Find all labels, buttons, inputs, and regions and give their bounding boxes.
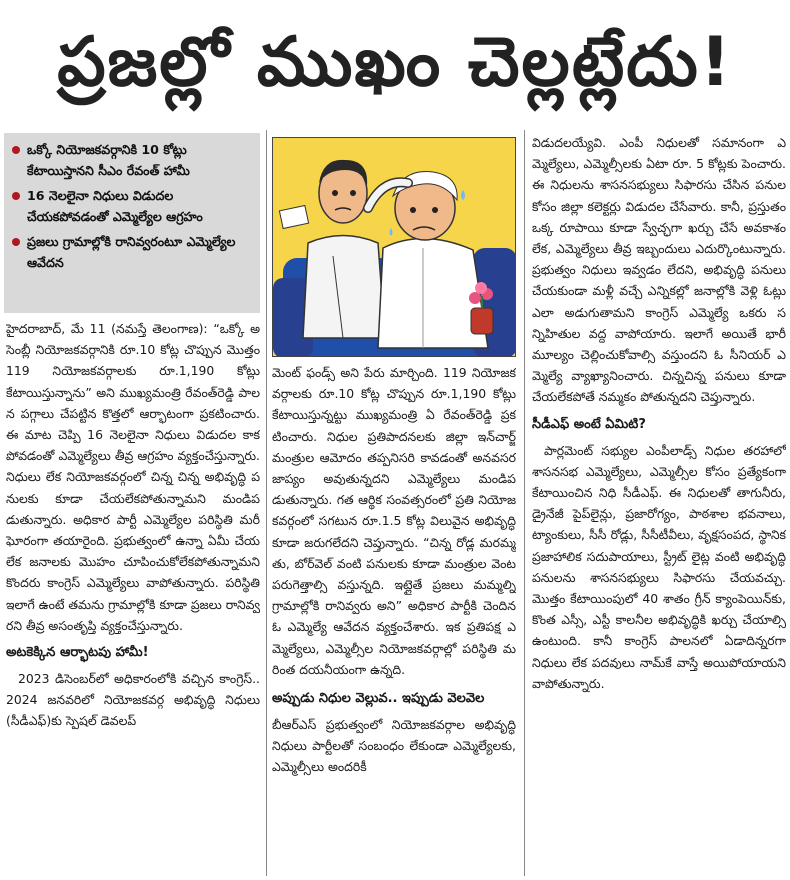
article-column-1 bbox=[6, 318, 260, 876]
article-column-3 bbox=[532, 132, 786, 876]
cartoon-illustration bbox=[272, 137, 516, 357]
section-subheading: అప్పుడు నిధుల వెల్లువ.. ఇప్పుడు వెలవెల bbox=[272, 691, 485, 707]
highlight-text: 16 నెలలైనా నిధులు విడుదల చేయకపోవడంతో ఎమ్మెల్యేల ఆగ్రహం bbox=[27, 188, 203, 224]
article-paragraph: బీఆర్‌ఎస్ ప్రభుత్వంలో నియోజకవర్గాల అభివృద్ధి నిధులు పార్టీలతో సంబంధం లేకుండా ఎమ్మెల్యేలకు, ఎమ్మెల్సీలు అందరికీ bbox=[272, 717, 516, 775]
highlight-text: ఒక్కో నియోజకవర్గానికి 10 కోట్లు కేటాయిస్తానని సీఎం రేవంత్ హామీ bbox=[27, 142, 190, 178]
highlight-item bbox=[10, 231, 254, 273]
column-divider bbox=[266, 130, 267, 876]
page-title: ప్రజల్లో ముఖం చెల్లట్లేదు! bbox=[57, 23, 733, 102]
cartoon-politicians-image bbox=[273, 138, 516, 357]
section-subheading: అటకెక్కిన ఆర్భాటపు హామీ! bbox=[6, 645, 149, 661]
highlight-text: ప్రజలు గ్రామాల్లోకి రానివ్వరంటూ ఎమ్మెల్యేల ఆవేదన bbox=[27, 234, 236, 270]
highlights-box bbox=[4, 133, 260, 313]
article-paragraph: విడుదలయ్యేవి. ఎంపీ నిధులతో సమానంగా ఎమ్మెల్యేలు, ఎమ్మెల్సీలకు ఏటా రూ. 5 కోట్లకు పెంచారు. ఈ నిధులను శాసనసభ్యులు సిఫారసు చేసిన పనుల కోసం జిల్లా కలెక్టర్లు విడుదల చేసేవారు. కానీ, ప్రస్తుతం ఒక్క రూపాయి కూడా స్వేచ్ఛగా ఖర్చు చేసే అవకాశం లేక, ఎమ్మెల్యేలు తీవ్ర ఇబ్బందులు ఎదుర్కొంటున్నారు. ప్రభుత్వం నిధులు ఇవ్వడం లేదని, అభివృద్ధి పనులు చేయకుండా మళ్లీ వచ్చే ఎన్నికల్లో జనాల్లోకి వెళ్లి ఓట్లు ఎలా అడుగుతామని కాంగ్రెస్ ఎమ్మెల్యే ఒకరు సన్నిహితుల వద్ద వాపోయారు. ఇలాగే అయితే భారీ మూల్యం చెల్లించుకోవాల్సి వస్తుందని ఓ సీనియర్ ఎమ్మెల్యే వ్యాఖ్యానించారు. చిన్నచిన్న పనులు కూడా చేయలేకపోతే నమ్మకం పోతున్నదని చెప్తున్నారు. bbox=[532, 135, 786, 405]
article-paragraph: మెంట్ ఫండ్స్ అని పేరు మార్చింది. 119 నియోజకవర్గాలకు రూ.10 కోట్ల చొప్పున రూ.1,190 కోట్లు కేటాయిస్తున్నట్టు ముఖ్యమంత్రి ఏ రేవంత్‌రెడ్డి ప్రకటించారు. నిధుల ప్రతిపాదనలకు జిల్లా ఇన్‌చార్జ్ మంత్రుల ఆమోదం తప్పనిసరి కావడంతో అనవసర జాప్యం అవుతున్నదని ఎమ్మెల్యేలు మండిపడుతున్నారు. గత ఆర్థిక సంవత్సరంలో ప్రతి నియోజకవర్గంలో సగటున రూ.1.5 కోట్ల విలువైన అభివృద్ధి కూడా జరుగలేదని చెప్తున్నారు. “చిన్న రోడ్ల మరమ్మతు, బోర్‌వెల్ వంటి పనులకు కూడా మంత్రుల వెంట పరుగెత్తాల్సి వస్తున్నది. ఇట్లైతే ప్రజలు మమ్మల్ని గ్రామాల్లోకి రానివ్వరు అని” అధికార పార్టీకి చెందిన ఓ ఎమ్మెల్యే ఆవేదన వ్యక్తంచేశారు. ఇక ప్రతిపక్ష ఎమ్మెల్యేలు, ఎమ్మెల్సీల నియోజకవర్గాల్లో పరిస్థితి మరింత దయనీయంగా ఉన్నది. bbox=[272, 365, 516, 677]
highlight-item bbox=[10, 185, 254, 227]
bullet-dot-icon bbox=[12, 192, 20, 200]
bullet-dot-icon bbox=[12, 146, 20, 154]
highlight-item bbox=[10, 139, 254, 181]
section-subheading: సీడీఎఫ్ అంటే ఏమిటి? bbox=[532, 416, 646, 432]
article-column-2 bbox=[272, 362, 516, 876]
column-divider bbox=[524, 130, 525, 876]
bullet-dot-icon bbox=[12, 238, 20, 246]
article-paragraph: హైదరాబాద్, మే 11 (నమస్తే తెలంగాణ): “ఒక్కో అసెంబ్లీ నియోజకవర్గానికి రూ.10 కోట్ల చొప్పున మొత్తం 119 నియోజకవర్గాలకు రూ.1,190 కోట్లు కేటాయిస్తున్నాను” అని ముఖ్యమంత్రి రేవంత్‌రెడ్డి పాలన పగ్గాలు చేపట్టిన కొత్తలో ఆర్భాటంగా ప్రకటించారు. ఈ మాట చెప్పి 16 నెలలైనా నిధులు విడుదల కాకపోవడంతో ఎమ్మెల్యేలు తీవ్ర ఆగ్రహం వ్యక్తంచేస్తున్నారు. నిధులు లేక నియోజకవర్గంలో చిన్న చిన్న అభివృద్ధి పనులకు కూడా చేయలేకపోతున్నామని మండిపడుతున్నారు. అధికార పార్టీ ఎమ్మెల్యేల పరిస్థితి మరీ ఘోరంగా తయారైంది. ప్రభుత్వంలో ఉన్నా ఏమీ చేయలేక జనాలకు మొహం చూపించుకోలేకపోతున్నామని కొందరు కాంగ్రెస్ ఎమ్మెల్యేలు వాపోతున్నారు. పరిస్థితి ఇలాగే ఉంటే తమను గ్రామాల్లోకి కూడా ప్రజలు రానివ్వరని తీవ్ర అసంతృప్తి వ్యక్తంచేస్తున్నారు. bbox=[6, 321, 260, 633]
article-paragraph: 2023 డిసెంబర్‌లో అధికారంలోకి వచ్చిన కాంగ్రెస్.. 2024 జనవరిలో నియోజకవర్గ అభివృద్ధి నిధులు (సీడీఎఫ్)కు స్పెషల్ డెవలప్ bbox=[6, 671, 260, 729]
article-paragraph: పార్లమెంట్ సభ్యుల ఎంపీలాడ్స్ నిధుల తరహాలో శాసనసభ ఎమ్మెల్యేలు, ఎమ్మెల్సీల కోసం ప్రత్యేకంగా కేటాయించిన నిధి సీడీఎఫ్. ఈ నిధులతో తాగునీరు, డ్రైనేజీ పైప్‌లైన్లు, ప్రజారోగ్యం, పాఠశాల భవనాలు, ట్యాంకులు, సీసీ రోడ్లు, సీసీటీవీలు, వృక్షసంపద, స్థానిక ప్రజాహాలిక సదుపాయాలు, స్ట్రీట్ లైట్ల వంటి అభివృద్ధి పనులను శాసనసభ్యులు సిఫారసు చేయవచ్చు. మొత్తం కేటాయింపులో 40 శాతం గ్రీన్ క్యాంపెయిన్‌కు, కొంత ఎస్సీ, ఎస్టీ కాలనీల అభివృద్ధికి ఖర్చు చేయాల్సి ఉంటుంది. కానీ కాంగ్రెస్ పాలనలో ఏడాదిన్నరగా నిధులు లేక పదవులు నామ్‌కే వాస్తే అయిపోయాయని వాపోతున్నారు. bbox=[532, 442, 786, 691]
